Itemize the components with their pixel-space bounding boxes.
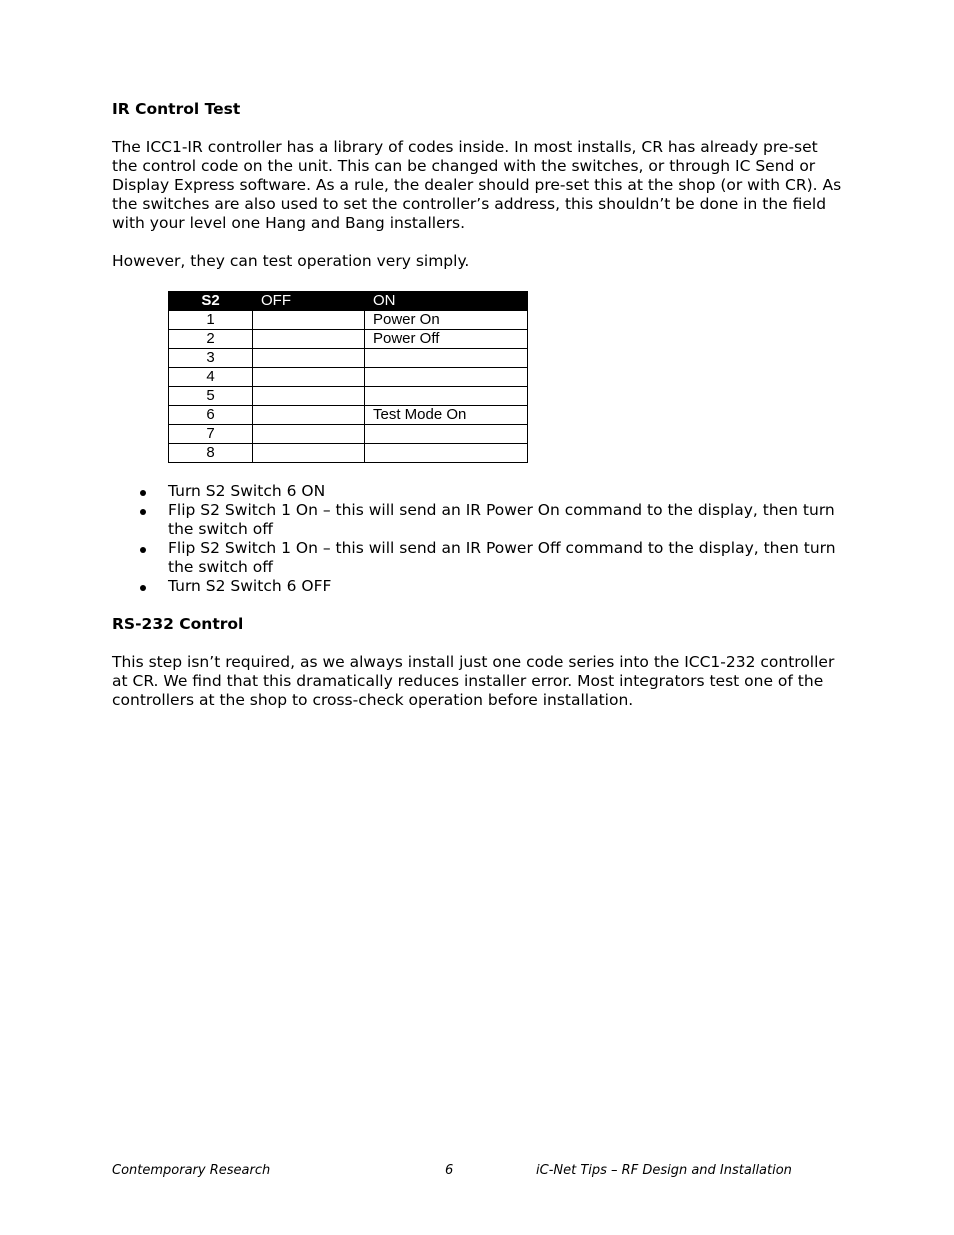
list-item	[112, 539, 842, 577]
list-item	[112, 501, 842, 539]
ir-control-test-paragraph: However, they can test operation very simply.	[112, 252, 470, 270]
table-cell-off	[253, 444, 365, 463]
test-steps-list	[112, 482, 842, 596]
table-cell-on	[365, 349, 528, 368]
table-cell-switch: 7	[169, 425, 253, 444]
list-item	[112, 577, 842, 596]
list-item-text: Turn S2 Switch 6 OFF	[168, 577, 332, 595]
ir-control-test-heading: IR Control Test	[112, 100, 241, 118]
table-cell-on	[365, 425, 528, 444]
table-row	[169, 330, 528, 349]
rs232-control-paragraph: This step isn’t required, as we always install just one code series into the ICC1-232 controller at CR. We find that this dramatically reduces installer error. Most integrators test one of the controllers at the shop to cross-check operation before installation.	[112, 653, 835, 709]
list-item-text: Turn S2 Switch 6 ON	[168, 482, 326, 500]
document-body	[112, 100, 842, 710]
table-row	[169, 368, 528, 387]
table-cell-on: Power On	[365, 311, 528, 330]
table-header-row	[169, 292, 528, 311]
table-cell-on: Power Off	[365, 330, 528, 349]
table-row	[169, 406, 528, 425]
rs232-control-heading: RS-232 Control	[112, 615, 244, 633]
bullet-icon	[140, 547, 146, 553]
table-cell-off	[253, 387, 365, 406]
table-cell-off	[253, 425, 365, 444]
table-cell-switch: 4	[169, 368, 253, 387]
table-cell-switch: 1	[169, 311, 253, 330]
table-row	[169, 444, 528, 463]
table-cell-on	[365, 444, 528, 463]
table-cell-switch: 3	[169, 349, 253, 368]
table-cell-off	[253, 349, 365, 368]
list-item-text: Flip S2 Switch 1 On – this will send an IR Power Off command to the display, then turn the switch off	[168, 539, 836, 576]
table-cell-off	[253, 406, 365, 425]
s2-switch-table	[168, 291, 528, 463]
table-header-on: ON	[365, 292, 528, 311]
table-header-off: OFF	[253, 292, 365, 311]
table-cell-switch: 5	[169, 387, 253, 406]
table-row	[169, 349, 528, 368]
table-cell-off	[253, 311, 365, 330]
table-cell-switch: 6	[169, 406, 253, 425]
list-item-text: Flip S2 Switch 1 On – this will send an IR Power On command to the display, then turn the switch off	[168, 501, 835, 538]
table-cell-switch: 8	[169, 444, 253, 463]
bullet-icon	[140, 585, 146, 591]
table-row	[169, 425, 528, 444]
table-row	[169, 311, 528, 330]
footer-document-title: iC-Net Tips – RF Design and Installation	[536, 1163, 792, 1178]
bullet-icon	[140, 490, 146, 496]
table-cell-off	[253, 368, 365, 387]
bullet-icon	[140, 509, 146, 515]
list-item	[112, 482, 842, 501]
footer-company: Contemporary Research	[112, 1163, 271, 1178]
table-cell-switch: 2	[169, 330, 253, 349]
table-cell-off	[253, 330, 365, 349]
table-row	[169, 387, 528, 406]
table-header-s2: S2	[169, 292, 253, 311]
table-cell-on	[365, 368, 528, 387]
footer-page-number: 6	[445, 1163, 454, 1178]
table-cell-on	[365, 387, 528, 406]
table-cell-on: Test Mode On	[365, 406, 528, 425]
ir-control-intro-paragraph: The ICC1-IR controller has a library of codes inside. In most installs, CR has already pre-set the control code on the unit. This can be changed with the switches, or through IC Send or Display Express software. As a rule, the dealer should pre-set this at the shop (or with CR). As the switches are also used to set the controller’s address, this shouldn’t be done in the field with your level one Hang and Bang installers.	[112, 138, 842, 232]
